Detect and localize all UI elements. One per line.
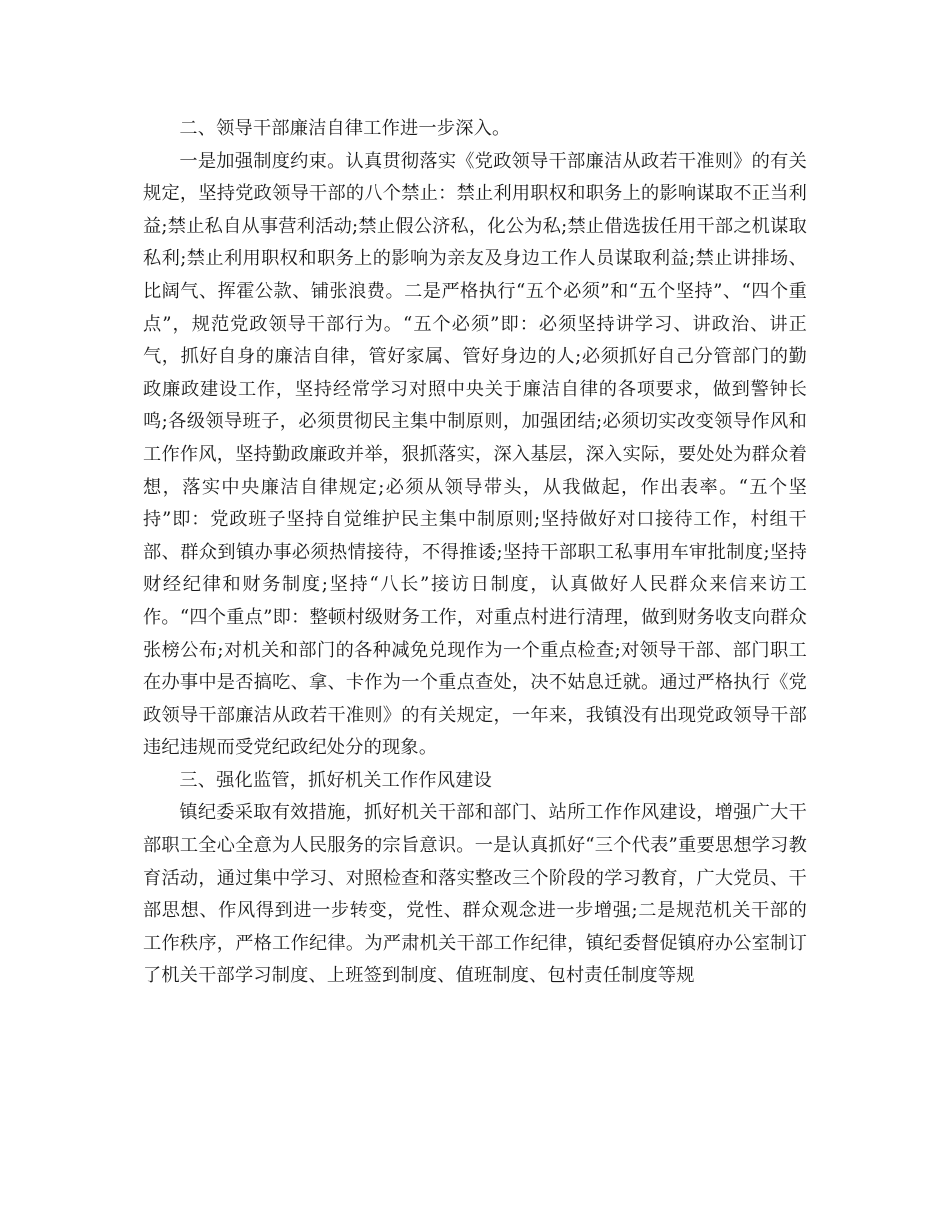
section-heading-2: 二、领导干部廉洁自律工作进一步深入。 (179, 118, 511, 139)
body-paragraph: 镇纪委采取有效措施，抓好机关干部和部门、站所工作作风建设，增强广大干部职工全心全意为人民服务的宗旨意识。一是认真抓好“三个代表”重要思想学习教育活动，通过集中学习、对照检查和落实整改三个阶段的学习教育，广大党员、干部思想、作风得到进一步转变，党性、群众观念进一步增强;二是规范机关干部的工作秩序，严格工作纪律。为严肃机关干部工作纪律，镇纪委督促镇府办公室制订了机关干部学习制度、上班签到制度、值班制度、包村责任制度等规 (143, 802, 807, 987)
section-heading-3: 三、强化监管，抓好机关工作作风建设 (179, 769, 492, 791)
document-page (143, 113, 807, 993)
body-paragraph: 一是加强制度约束。认真贯彻落实《党政领导干部廉洁从政若干准则》的有关规定，坚持党政领导干部的八个禁止：禁止利用职权和职务上的影响谋取不正当利益;禁止私自从事营利活动;禁止假公济私，化公为私;禁止借选拔任用干部之机谋取私利;禁止利用职权和职务上的影响为亲友及身边工作人员谋取利益;禁止讲排场、比阔气、挥霍公款、铺张浪费。二是严格执行“五个必须”和“五个坚持”、“四个重点”，规范党政领导干部行为。“五个必须”即：必须坚持讲学习、讲政治、讲正气，抓好自身的廉洁自律，管好家属、管好身边的人;必须抓好自己分管部门的勤政廉政建设工作，坚持经常学习对照中央关于廉洁自律的各项要求，做到警钟长鸣;各级领导班子，必须贯彻民主集中制原则，加强团结;必须切实改变领导作风和工作作风，坚持勤政廉政并举，狠抓落实，深入基层，深入实际，要处处为群众着想，落实中央廉洁自律规定;必须从领导带头，从我做起，作出表率。“五个坚持”即：党政班子坚持自觉维护民主集中制原则;坚持做好对口接待工作，村组干部、群众到镇办事必须热情接待，不得推诿;坚持干部职工私事用车审批制度;坚持财经纪律和财务制度;坚持“八长”接访日制度，认真做好人民群众来信来访工作。“四个重点”即：整顿村级财务工作，对重点村进行清理，做到财务收支向群众张榜公布;对机关和部门的各种减免兑现作为一个重点检查;对领导干部、部门职工在办事中是否搞吃、拿、卡作为一个重点查处，决不姑息迁就。通过严格执行《党政领导干部廉洁从政若干准则》的有关规定，一年来，我镇没有出现党政领导干部违纪违规而受党纪政纪处分的现象。 (143, 150, 807, 759)
